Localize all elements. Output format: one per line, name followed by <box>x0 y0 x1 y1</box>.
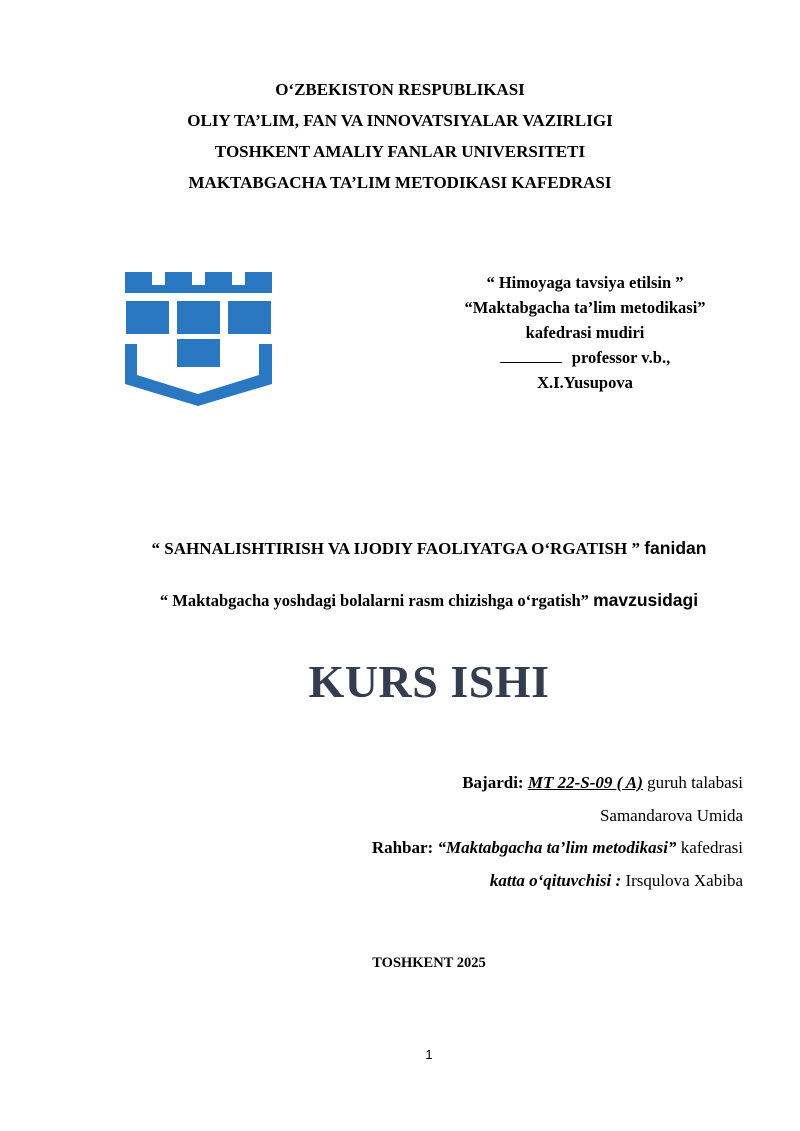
page-number: 1 <box>425 1047 433 1062</box>
supervisor-position-row <box>372 865 743 898</box>
subject-line <box>0 538 800 559</box>
supervisor-department: “Maktabgacha ta’lim metodikasi” <box>437 838 677 857</box>
topic-name: “ Maktabgacha yoshdagi bolalarni rasm chizishga o‘rgatish” <box>159 591 589 610</box>
approval-head-title: kafedrasi mudiri <box>525 323 645 342</box>
subject-suffix: fanidan <box>644 538 707 558</box>
header-country: O‘ZBEKISTON RESPUBLIKASI <box>275 80 525 99</box>
approval-block <box>440 270 730 395</box>
document-title: KURS ISHI <box>308 656 550 707</box>
student-name: Samandarova Umida <box>599 805 743 825</box>
supervisor-department-suffix: kafedrasi <box>680 838 743 857</box>
topic-suffix: mavzusidagi <box>593 590 699 610</box>
header-university: TOSHKENT AMALIY FANLAR UNIVERSITETI <box>214 142 586 161</box>
approval-rank: professor v.b., <box>571 348 671 367</box>
subject-name: “ SAHNALISHTIRISH VA IJODIY FAOLIYATGA O‘RGATISH ” <box>151 539 640 558</box>
approval-recommendation: “ Himoyaga tavsiya etilsin ” <box>486 273 684 292</box>
header-ministry: OLIY TA’LIM, FAN VA INNOVATSIYALAR VAZIRLIGI <box>187 111 613 130</box>
supervisor-label: Rahbar: <box>371 838 434 857</box>
header-department: MAKTABGACHA TA’LIM METODIKASI KAFEDRASI <box>188 173 612 192</box>
approval-department: “Maktabgacha ta’lim metodikasi” <box>464 298 706 317</box>
header <box>0 74 800 198</box>
city-year: TOSHKENT 2025 <box>372 955 486 971</box>
supervisor-row <box>372 832 743 865</box>
supervisor-position: katta o‘qituvchisi : <box>489 870 622 890</box>
supervisor-name: Irsqulova Xabiba <box>625 870 743 890</box>
group-code: MT 22-S-09 ( A) <box>527 773 643 792</box>
signature-blank <box>500 348 562 363</box>
performed-by-row <box>372 767 743 800</box>
university-logo <box>123 272 273 406</box>
authors-block <box>372 767 743 897</box>
approval-signature-line <box>440 345 730 370</box>
performed-by-label: Bajardi: <box>462 773 524 792</box>
group-suffix: guruh talabasi <box>647 773 743 792</box>
approval-name: X.I.Yusupova <box>537 373 633 392</box>
student-row <box>372 800 743 833</box>
topic-line <box>0 590 800 611</box>
